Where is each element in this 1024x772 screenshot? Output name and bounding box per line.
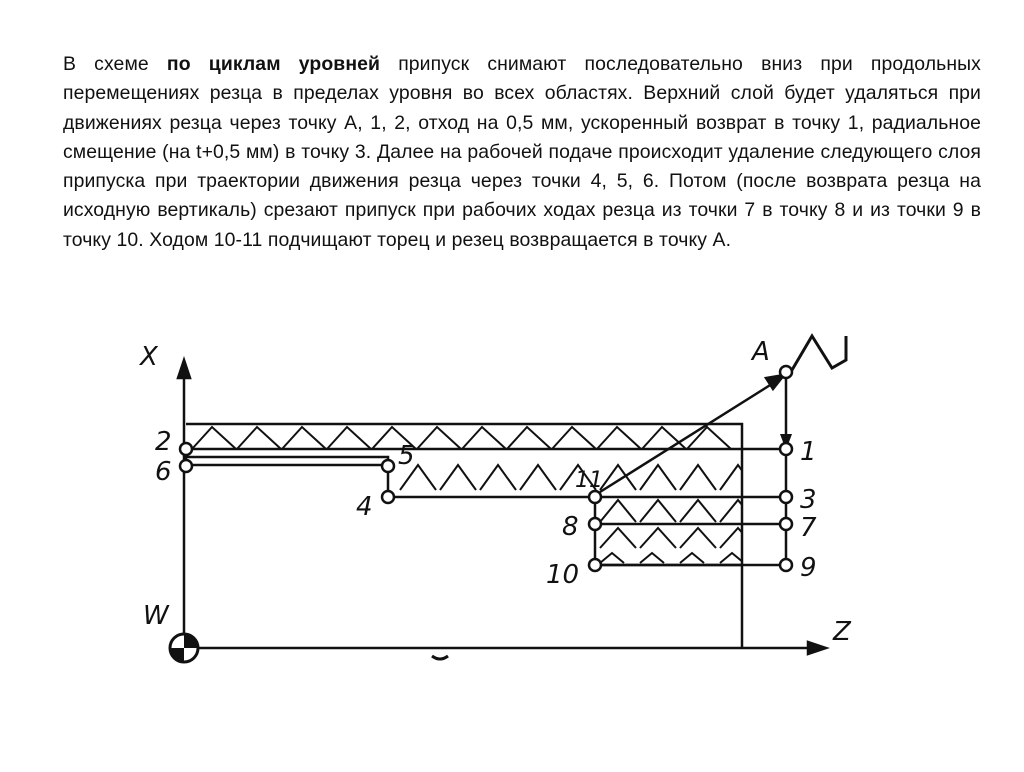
point-8-label: 8 (562, 512, 579, 542)
point-5 (382, 460, 394, 472)
point-11-label: 11 (575, 468, 603, 493)
point-3-label: 3 (800, 485, 817, 515)
hatch-band-4 (600, 528, 756, 563)
diagram-labels (138, 337, 852, 647)
paragraph-part-1: В схеме (63, 53, 167, 75)
point-2-label: 2 (155, 427, 172, 457)
point-A (780, 366, 792, 378)
axes (178, 360, 826, 654)
point-8 (589, 518, 601, 530)
point-a-label: A (752, 337, 770, 367)
point-10-label: 10 (546, 560, 580, 590)
hatch-band-1 (192, 427, 731, 449)
point-1-label: 1 (800, 437, 817, 467)
cropped-mark (432, 656, 448, 659)
point-6-label: 6 (155, 457, 172, 487)
origin-label: W (143, 601, 169, 631)
point-9-label: 9 (800, 553, 817, 583)
origin-marker-icon (170, 634, 198, 662)
part-outline (186, 424, 742, 648)
point-7 (780, 518, 792, 530)
point-6 (180, 460, 192, 472)
point-9 (780, 559, 792, 571)
hatch-band-3 (600, 500, 756, 522)
point-4-label: 4 (356, 492, 373, 522)
paragraph-bold-term: по циклам уровней (166, 53, 381, 75)
point-7-label: 7 (800, 513, 817, 543)
paragraph-part-2: припуск снимают последовательно вниз при продольных перемещениях резца в пределах уровня во всех областях. Верхний слой будет удаляться при движениях резца через точку А, 1, 2, отход на 0,5 мм, ускоренный возврат в точку 1, радиальное смещение (на t+0,5 мм) в точку 3. Далее на рабочей подаче происходит удаление следующего слоя припуска при траектории движения резца через точки 4, 5, 6. Потом (после возврата резца на исходную вертикаль) срезают припуск при рабочих ходах резца из точки 7 в точку 8 и из точки 9 в точку 10. Ходом 10-11 подчищают торец и резец возвращается в точку А. (63, 53, 981, 251)
point-1 (780, 443, 792, 455)
axis-z-label: Z (833, 617, 851, 647)
point-4 (382, 491, 394, 503)
point-10 (589, 559, 601, 571)
point-2 (180, 443, 192, 455)
cutting-tool-icon (792, 336, 846, 370)
point-5-label: 5 (398, 441, 415, 471)
point-3 (780, 491, 792, 503)
axis-x-label: X (140, 342, 158, 372)
